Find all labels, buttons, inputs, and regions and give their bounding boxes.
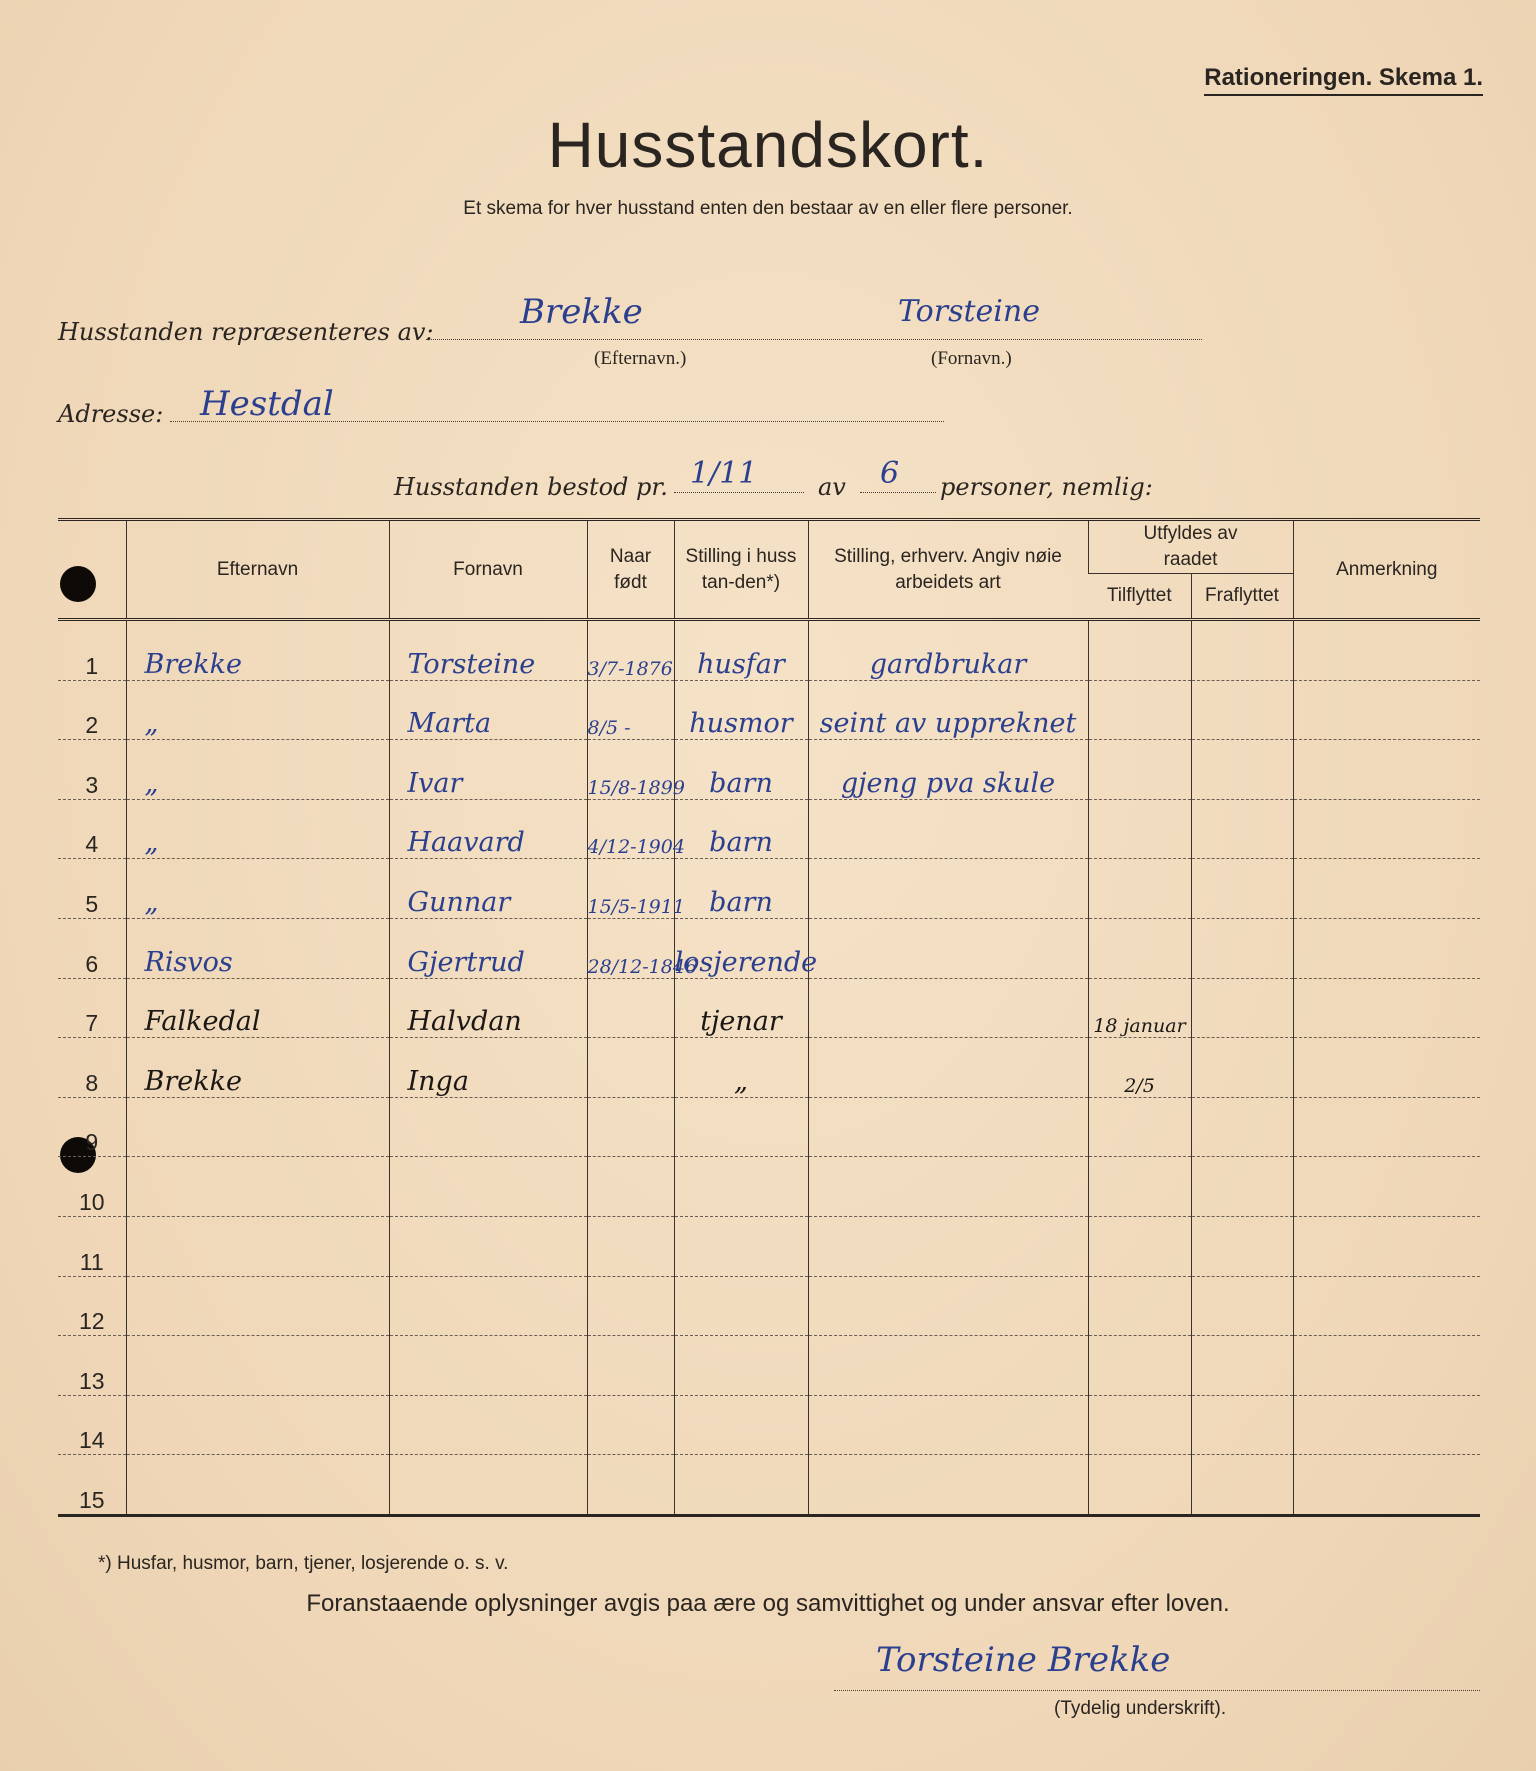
cell-stilling-husstand <box>674 1097 808 1157</box>
cell-efternavn <box>126 1395 389 1455</box>
cell-fraflyttet <box>1191 740 1293 800</box>
header-stilling-husstand: Stilling i husstan-den*) <box>674 520 808 620</box>
header-naar-fodt: Naar født <box>587 520 674 620</box>
cell-anmerkning <box>1293 680 1480 740</box>
table-row <box>58 1395 1480 1455</box>
footnote: *) Husfar, husmor, barn, tjener, losjerende o. s. v. <box>98 1553 509 1574</box>
cell-efternavn <box>126 1157 389 1217</box>
cell-stilling-erhverv <box>808 1038 1088 1098</box>
cell-fraflyttet <box>1191 1336 1293 1396</box>
cell-tilflyttet <box>1088 1336 1191 1396</box>
cell-stilling-husstand: tjenar <box>674 978 808 1038</box>
cell-efternavn: „ <box>126 859 389 919</box>
cell-fraflyttet <box>1191 1216 1293 1276</box>
table-row <box>58 1336 1480 1396</box>
cell-fornavn <box>389 1455 587 1516</box>
cell-anmerkning <box>1293 978 1480 1038</box>
cell-naar-fodt: 8/5 - <box>587 680 674 740</box>
row-number: 8 <box>58 1038 126 1098</box>
household-table <box>58 518 1480 1517</box>
cell-stilling-erhverv <box>808 859 1088 919</box>
cell-efternavn: Brekke <box>126 1038 389 1098</box>
cell-stilling-erhverv <box>808 1097 1088 1157</box>
cell-tilflyttet <box>1088 1216 1191 1276</box>
header-utfyldes: Utfyldes av raadet <box>1088 520 1293 574</box>
header-anmerkning: Anmerkning <box>1293 520 1480 620</box>
header-stilling-erhverv: Stilling, erhverv. Angiv nøie arbeidets art <box>808 520 1088 620</box>
row-number: 10 <box>58 1157 126 1217</box>
row-number: 13 <box>58 1336 126 1396</box>
cell-anmerkning <box>1293 740 1480 800</box>
cell-fraflyttet <box>1191 1157 1293 1217</box>
row-number: 1 <box>58 620 126 681</box>
cell-naar-fodt: 28/12-1846 <box>587 918 674 978</box>
household-suffix: personer, nemlig: <box>940 473 1153 501</box>
page-subtitle: Et skema for hver husstand enten den bestaar av en eller flere personer. <box>463 198 1073 219</box>
address-label: Adresse: <box>58 400 164 428</box>
cell-stilling-husstand <box>674 1336 808 1396</box>
signature-caption: (Tydelig underskrift). <box>1054 1698 1227 1719</box>
representative-surname: Brekke <box>520 292 643 332</box>
cell-stilling-husstand: barn <box>674 740 808 800</box>
household-date: 1/11 <box>690 456 758 491</box>
table-row <box>58 1276 1480 1336</box>
representative-label: Husstanden repræsenteres av: <box>58 318 434 346</box>
cell-anmerkning <box>1293 1276 1480 1336</box>
declaration: Foranstaaende oplysninger avgis paa ære og samvittighet og under ansvar efter loven. <box>306 1590 1230 1617</box>
cell-stilling-erhverv <box>808 978 1088 1038</box>
cell-naar-fodt <box>587 1157 674 1217</box>
cell-fraflyttet <box>1191 1038 1293 1098</box>
table-row <box>58 1455 1480 1516</box>
cell-fornavn: Torsteine <box>389 620 587 681</box>
cell-fraflyttet <box>1191 918 1293 978</box>
table-row <box>58 799 1480 859</box>
cell-stilling-erhverv: gardbrukar <box>808 620 1088 681</box>
cell-stilling-husstand: barn <box>674 799 808 859</box>
cell-fornavn <box>389 1395 587 1455</box>
header-fraflyttet: Fraflyttet <box>1191 574 1293 620</box>
table-row <box>58 859 1480 919</box>
cell-stilling-husstand: husmor <box>674 680 808 740</box>
cell-stilling-erhverv <box>808 1216 1088 1276</box>
cell-fornavn: Haavard <box>389 799 587 859</box>
cell-anmerkning <box>1293 1157 1480 1217</box>
cell-tilflyttet <box>1088 680 1191 740</box>
cell-efternavn <box>126 1276 389 1336</box>
cell-tilflyttet <box>1088 740 1191 800</box>
cell-stilling-husstand <box>674 1455 808 1516</box>
row-number: 7 <box>58 978 126 1038</box>
cell-tilflyttet <box>1088 859 1191 919</box>
cell-tilflyttet <box>1088 1395 1191 1455</box>
cell-tilflyttet <box>1088 1097 1191 1157</box>
household-date-line <box>674 492 804 493</box>
cell-fornavn <box>389 1216 587 1276</box>
representative-line <box>426 339 1202 340</box>
cell-tilflyttet <box>1088 1276 1191 1336</box>
cell-stilling-erhverv <box>808 1157 1088 1217</box>
row-number: 4 <box>58 799 126 859</box>
cell-stilling-husstand <box>674 1276 808 1336</box>
cell-stilling-erhverv <box>808 1336 1088 1396</box>
header-number <box>58 520 126 620</box>
cell-naar-fodt: 15/8-1899 <box>587 740 674 800</box>
household-prefix: Husstanden bestod pr. <box>394 473 668 501</box>
table-row <box>58 1157 1480 1217</box>
cell-anmerkning <box>1293 620 1480 681</box>
cell-naar-fodt <box>587 1276 674 1336</box>
page-title: Husstandskort. <box>547 109 989 181</box>
surname-caption: (Efternavn.) <box>594 348 687 369</box>
cell-efternavn <box>126 1097 389 1157</box>
representative-given-name: Torsteine <box>898 294 1040 329</box>
cell-naar-fodt <box>587 1455 674 1516</box>
cell-anmerkning <box>1293 799 1480 859</box>
table-header <box>58 520 1480 620</box>
table-row <box>58 1038 1480 1098</box>
header-fornavn: Fornavn <box>389 520 587 620</box>
cell-efternavn: Falkedal <box>126 978 389 1038</box>
cell-stilling-husstand: losjerende <box>674 918 808 978</box>
cell-fornavn: Gjertrud <box>389 918 587 978</box>
cell-tilflyttet: 18 januar <box>1088 978 1191 1038</box>
table-row <box>58 680 1480 740</box>
row-number: 11 <box>58 1216 126 1276</box>
cell-fraflyttet <box>1191 859 1293 919</box>
cell-tilflyttet <box>1088 918 1191 978</box>
cell-efternavn: Brekke <box>126 620 389 681</box>
signature-line <box>834 1690 1480 1691</box>
signature-value: Torsteine Brekke <box>876 1640 1171 1680</box>
cell-fornavn: Halvdan <box>389 978 587 1038</box>
cell-tilflyttet <box>1088 620 1191 681</box>
header-efternavn: Efternavn <box>126 520 389 620</box>
cell-fraflyttet <box>1191 978 1293 1038</box>
cell-efternavn: Risvos <box>126 918 389 978</box>
cell-tilflyttet: 2/5 <box>1088 1038 1191 1098</box>
row-number: 3 <box>58 740 126 800</box>
given-name-caption: (Fornavn.) <box>931 348 1012 369</box>
cell-efternavn: „ <box>126 680 389 740</box>
cell-efternavn <box>126 1216 389 1276</box>
row-number: 5 <box>58 859 126 919</box>
household-count-line <box>860 492 936 493</box>
household-av-label: av <box>818 473 846 501</box>
cell-fraflyttet <box>1191 799 1293 859</box>
cell-fornavn: Inga <box>389 1038 587 1098</box>
cell-anmerkning <box>1293 1395 1480 1455</box>
table-row <box>58 1097 1480 1157</box>
cell-fornavn: Gunnar <box>389 859 587 919</box>
cell-stilling-husstand <box>674 1216 808 1276</box>
cell-anmerkning <box>1293 859 1480 919</box>
cell-stilling-erhverv <box>808 1395 1088 1455</box>
row-number: 15 <box>78 1486 105 1513</box>
cell-fraflyttet <box>1191 620 1293 681</box>
cell-fornavn: Marta <box>389 680 587 740</box>
cell-stilling-erhverv <box>808 1276 1088 1336</box>
form-id: Rationeringen. Skema 1. <box>1204 64 1483 96</box>
cell-fraflyttet <box>1191 1097 1293 1157</box>
cell-stilling-husstand: „ <box>674 1038 808 1098</box>
table-row <box>58 978 1480 1038</box>
table-row <box>58 740 1480 800</box>
row-number: 6 <box>58 918 126 978</box>
cell-efternavn <box>126 1336 389 1396</box>
cell-naar-fodt <box>587 1097 674 1157</box>
table-row <box>58 1216 1480 1276</box>
cell-anmerkning <box>1293 1038 1480 1098</box>
table-body <box>58 620 1480 1516</box>
cell-naar-fodt: 15/5-1911 <box>587 859 674 919</box>
cell-naar-fodt <box>587 1336 674 1396</box>
table-row <box>58 918 1480 978</box>
cell-fornavn: Ivar <box>389 740 587 800</box>
row-number: 2 <box>58 680 126 740</box>
cell-stilling-husstand: barn <box>674 859 808 919</box>
cell-naar-fodt <box>587 978 674 1038</box>
household-count: 6 <box>880 456 900 491</box>
cell-stilling-husstand <box>674 1395 808 1455</box>
header-tilflyttet: Tilflyttet <box>1088 574 1191 620</box>
cell-tilflyttet <box>1088 1157 1191 1217</box>
cell-naar-fodt: 3/7-1876 <box>587 620 674 681</box>
row-number: 14 <box>58 1395 126 1455</box>
cell-stilling-erhverv: gjeng pva skule <box>808 740 1088 800</box>
cell-fornavn <box>389 1157 587 1217</box>
cell-fraflyttet <box>1191 1276 1293 1336</box>
cell-anmerkning <box>1293 1455 1480 1516</box>
row-number: 12 <box>58 1276 126 1336</box>
cell-efternavn: „ <box>126 799 389 859</box>
cell-naar-fodt <box>587 1038 674 1098</box>
cell-stilling-erhverv <box>808 918 1088 978</box>
cell-naar-fodt <box>587 1395 674 1455</box>
row-number: 9 <box>58 1097 126 1157</box>
table-row <box>58 620 1480 681</box>
cell-anmerkning <box>1293 1097 1480 1157</box>
cell-fornavn <box>389 1336 587 1396</box>
cell-stilling-erhverv <box>808 799 1088 859</box>
cell-fraflyttet <box>1191 680 1293 740</box>
cell-stilling-erhverv: seint av uppreknet <box>808 680 1088 740</box>
cell-stilling-husstand: husfar <box>674 620 808 681</box>
cell-efternavn <box>126 1455 389 1516</box>
cell-efternavn: „ <box>126 740 389 800</box>
cell-fraflyttet <box>1191 1395 1293 1455</box>
cell-stilling-husstand <box>674 1157 808 1217</box>
cell-anmerkning <box>1293 1336 1480 1396</box>
cell-naar-fodt: 4/12-1904 <box>587 799 674 859</box>
cell-fraflyttet <box>1191 1455 1293 1516</box>
cell-fornavn <box>389 1276 587 1336</box>
cell-tilflyttet <box>1088 1455 1191 1516</box>
cell-tilflyttet <box>1088 799 1191 859</box>
cell-stilling-erhverv <box>808 1455 1088 1516</box>
cell-anmerkning <box>1293 1216 1480 1276</box>
cell-fornavn <box>389 1097 587 1157</box>
cell-naar-fodt <box>587 1216 674 1276</box>
address-value: Hestdal <box>200 384 334 424</box>
cell-anmerkning <box>1293 918 1480 978</box>
